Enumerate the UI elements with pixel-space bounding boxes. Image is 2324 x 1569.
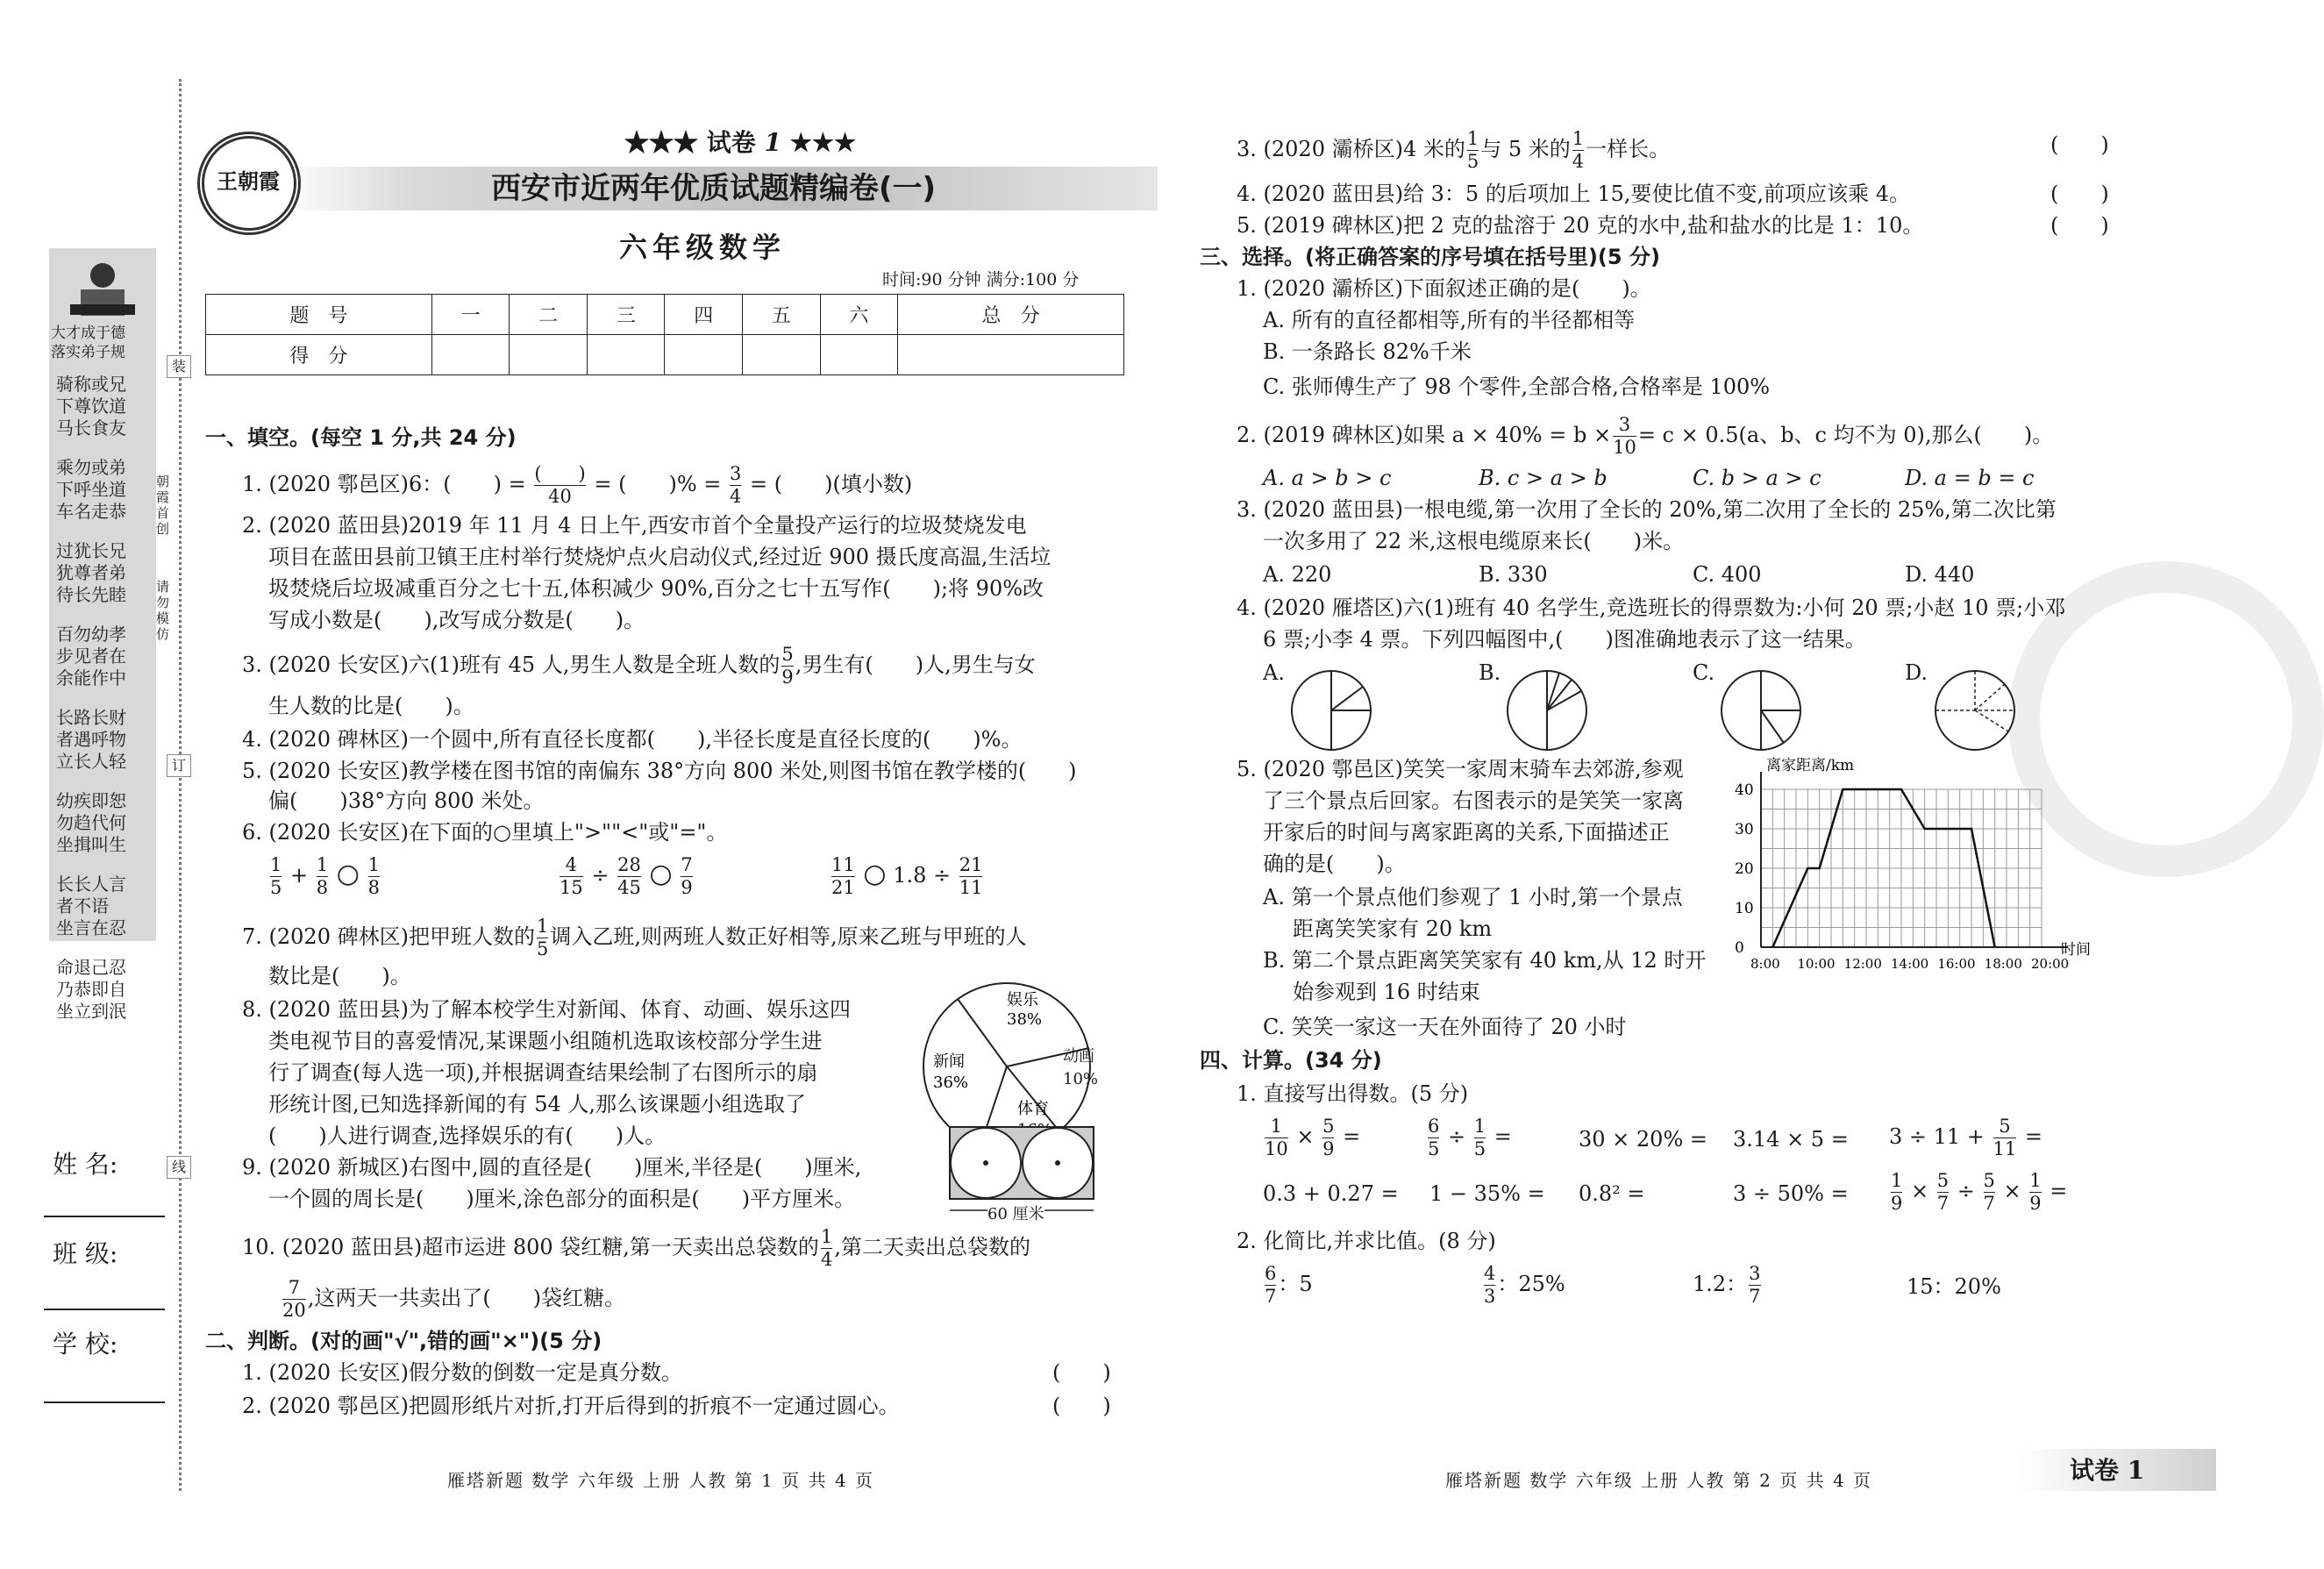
q-text: 3. (2020 灞桥区)4 米的 — [1237, 137, 1465, 161]
question-1-6: 6. (2020 长安区)在下面的○里填上">""<"或"="。 — [242, 820, 728, 845]
q-text: 3. (2020 长安区)六(1)班有 45 人,男生人数是全班人数的 — [242, 653, 781, 677]
judge-5: 5. (2019 碑林区)把 2 克的盐溶于 20 克的水中,盐和盐水的比是 1：10。 — [1237, 213, 1924, 238]
calc-item: 0.8² = — [1579, 1181, 1645, 1206]
question-1-8c: 行了调查(每人选一项),并根据调查结果绘制了右图所示的扇 — [268, 1060, 818, 1085]
score-input[interactable] — [743, 335, 821, 375]
cut-label-binding: 装 — [167, 355, 191, 378]
fraction: $\frac{11}{21}$ — [831, 854, 855, 898]
paper-label-text: 试卷 — [706, 128, 756, 157]
compare-circle-input[interactable]: ○ — [336, 859, 360, 889]
question-1-3a — [242, 645, 1036, 687]
question-1-8a: 8. (2020 蓝田县)为了解本校学生对新闻、体育、动画、娱乐这四 — [242, 997, 851, 1022]
calc-item: 1 − 35% = — [1429, 1181, 1545, 1206]
logo-text: 王朝霞 — [217, 168, 280, 194]
ratio-item — [1482, 1265, 1565, 1306]
pie-value: 36% — [933, 1073, 969, 1092]
q-text: 2. (2019 碑林区)如果 a × 40% = b × — [1237, 423, 1612, 447]
cut-label-line: 线 — [167, 1156, 191, 1179]
q-text: ：25% — [1497, 1272, 1565, 1296]
question-1-2d: 写成小数是( ),改写成分数是( )。 — [268, 608, 645, 632]
pie-label: 新闻 — [933, 1052, 965, 1071]
sidebar-rules — [56, 374, 153, 1023]
compare-row: $\frac{4}{15}$ ÷ $\frac{28}{45}$ ○ $\frac{7}{9}$ — [560, 854, 693, 898]
fraction: $\frac{7}{20}$ — [282, 1277, 306, 1321]
calc-item: 30 × 20% = — [1579, 1127, 1707, 1152]
fraction: $\frac{5}{11}$ — [1993, 1116, 2017, 1159]
ratio-item — [1263, 1265, 1313, 1306]
rule-line: 乘勿或弟 — [56, 457, 126, 478]
q-text: 7. (2020 碑林区)把甲班人数的 — [242, 924, 535, 949]
question-1-3c: 生人数的比是( )。 — [268, 694, 474, 718]
fraction: $\frac{5}{9}$ — [781, 644, 794, 688]
fraction: $\frac{6}{5}$ — [1428, 1116, 1440, 1159]
name-line[interactable] — [44, 1216, 165, 1217]
pie-option-c — [1719, 668, 1803, 752]
fraction: $\frac{21}{11}$ — [959, 854, 983, 898]
choice-1: 1. (2020 灞桥区)下面叙述正确的是( )。 — [1237, 276, 1651, 301]
pie-option-d — [1933, 668, 2017, 752]
pie-value: 38% — [1007, 1010, 1043, 1029]
rule-line: 余能作中 — [56, 667, 126, 688]
q-text: = ( )% = — [594, 472, 728, 496]
page-title: 西安市近两年优质试题精编卷(一) — [491, 171, 937, 206]
choice-5-option-a1[interactable]: A. 第一个景点他们参观了 1 小时,第一个景点 — [1263, 885, 1683, 909]
fraction: $\frac{1}{9}$ — [2029, 1170, 2042, 1214]
name-label: 姓 名: — [53, 1150, 118, 1179]
question-1-7c: 数比是( )。 — [268, 964, 411, 988]
compare-circle-input[interactable]: ○ — [649, 859, 673, 889]
x-tick-label: 12:00 — [1843, 956, 1882, 972]
score-table — [205, 294, 1124, 375]
choice-option[interactable]: D. 440 — [1905, 562, 1975, 587]
choice-option[interactable]: D. a = b = c — [1905, 466, 2035, 490]
cut-note-1: 朝霞首创 — [156, 474, 170, 537]
y-axis-label: 离家距离/km — [1766, 757, 1855, 774]
compare-row: $\frac{1}{5}$ + $\frac{1}{8}$ ○ $\frac{1}{8}$ — [270, 854, 380, 898]
pie-label: 娱乐 — [1007, 991, 1038, 1009]
choice-option[interactable]: C. b > a > c — [1693, 466, 1821, 490]
q-text: 1.2： — [1693, 1272, 1748, 1296]
table-cell: 三 — [587, 295, 665, 335]
paper-label: ★★★ 试卷 1 ★★★ — [624, 128, 857, 157]
rule-line: 过犹长兄 — [56, 540, 126, 561]
y-tick-label: 20 — [1735, 860, 1754, 878]
calc-row-1: 3 ÷ 11 + $\frac{5}{11}$ = — [1889, 1116, 2043, 1159]
fraction: $\frac{1}{9}$ — [1891, 1170, 1903, 1214]
choice-3b: 一次多用了 22 米,这根电缆原来长( )米。 — [1263, 529, 1685, 553]
x-tick-label: 14:00 — [1891, 956, 1929, 972]
rule-line: 者不语 — [56, 895, 109, 916]
fraction: $\frac{5}{7}$ — [1983, 1170, 1995, 1214]
fraction: $\frac{3}{10}$ — [1613, 414, 1636, 458]
fraction: $\frac{7}{9}$ — [681, 854, 693, 898]
score-input[interactable] — [898, 335, 1124, 375]
section-4-title: 四、计算。(34 分) — [1200, 1048, 1382, 1073]
fraction: $\frac{1}{5}$ — [1466, 128, 1479, 172]
fraction: $\frac{1}{5}$ — [1473, 1116, 1486, 1159]
choice-option[interactable]: C. — [1693, 660, 1715, 685]
calc-2-title: 2. 化简比,并求比值。(8 分) — [1237, 1229, 1496, 1253]
rule-line: 幼疾即恕 — [56, 790, 126, 811]
q-text: = ( )(填小数) — [750, 472, 913, 496]
pie-value: 10% — [1063, 1070, 1099, 1088]
choice-option[interactable]: B. 330 — [1479, 562, 1548, 587]
choice-1b: B. 一条路长 82%千米 — [1263, 339, 1472, 364]
choice-3a: 3. (2020 蓝田县)一根电缆,第一次用了全长的 20%,第二次用了全长的 25%,第二次比第 — [1237, 497, 2057, 522]
choice-5b: 了三个景点后回家。右图表示的是笑笑一家离 — [1263, 788, 1684, 813]
fraction: $\frac{1}{10}$ — [1265, 1116, 1288, 1159]
fraction: $\frac{( )}{40}$ — [534, 463, 586, 507]
cut-note-2: 请勿模仿 — [156, 579, 170, 642]
rule-line: 待长先睦 — [56, 584, 126, 605]
x-tick-label: 20:00 — [2031, 956, 2070, 972]
y-tick-label: 30 — [1735, 821, 1754, 838]
question-1-9b: 一个圆的周长是( )厘米,涂色部分的面积是( )平方厘米。 — [268, 1187, 856, 1211]
score-input[interactable] — [820, 335, 898, 375]
x-tick-label: 8:00 — [1750, 956, 1780, 972]
score-input[interactable] — [587, 335, 665, 375]
rule-line: 坐揖叫生 — [56, 834, 126, 855]
judge-4: 4. (2020 蓝田县)给 3：5 的后项加上 15,要使比值不变,前项应该乘 4。 — [1237, 182, 1911, 206]
compare-row: $\frac{11}{21}$ ○ 1.8 ÷ $\frac{21}{11}$ — [831, 854, 983, 898]
calc-row-1: $\frac{6}{5}$ ÷ $\frac{1}{5}$ = — [1428, 1116, 1512, 1159]
table-cell: 六 — [820, 295, 898, 335]
q-text: ,男生有( )人,男生与女 — [795, 653, 1036, 677]
rule-line: 立长人轻 — [56, 751, 126, 772]
y-tick-label: 10 — [1735, 900, 1754, 917]
pie-label: 体育 — [1017, 1100, 1049, 1118]
answer-paren[interactable]: ( ) — [1052, 1360, 1111, 1385]
pie-option-b — [1505, 668, 1589, 752]
footer-left: 雁塔新题 数学 六年级 上册 人教 第 1 页 共 4 页 — [447, 1470, 875, 1491]
fraction: $\frac{28}{45}$ — [617, 854, 641, 898]
calc-item: 3.14 × 5 = — [1733, 1127, 1849, 1152]
x-tick-label: 18:00 — [1984, 956, 2022, 972]
calc-row-2: $\frac{1}{9}$ × $\frac{5}{7}$ ÷ $\frac{5}{7}$ × $\frac{1}{9}$ = — [1891, 1170, 2068, 1214]
answer-paren[interactable]: ( ) — [1052, 1394, 1111, 1418]
score-input[interactable] — [431, 335, 510, 375]
q-text: 1. (2020 鄠邑区)6：( ) = — [242, 472, 533, 496]
table-cell: 四 — [665, 295, 743, 335]
brand-logo — [197, 132, 301, 235]
figure-dimension: 60 厘米 — [987, 1202, 1044, 1228]
choice-4b: 6 票;小李 4 票。下列四幅图中,( )图准确地表示了这一结果。 — [1263, 627, 1866, 652]
q-text: 一样长。 — [1586, 137, 1671, 161]
table-cell: 总 分 — [898, 295, 1124, 335]
x-tick-label: 10:00 — [1797, 956, 1836, 972]
calc-row-1: $\frac{1}{10}$ × $\frac{5}{9}$ = — [1265, 1116, 1361, 1159]
question-1-8e: ( )人进行调查,选择娱乐的有( )人。 — [268, 1123, 667, 1148]
table-cell: 二 — [510, 295, 588, 335]
choice-5c: 开家后的时间与离家距离的关系,下面描述正 — [1263, 820, 1670, 845]
choice-5-option-c[interactable]: C. 笑笑一家这一天在外面待了 20 小时 — [1263, 1015, 1627, 1039]
mascot-icon — [61, 256, 144, 326]
rule-line: 步见者在 — [56, 645, 126, 667]
calc-1-title: 1. 直接写出得数。(5 分) — [1237, 1081, 1469, 1106]
q-text: ：5 — [1278, 1272, 1313, 1296]
choice-5d: 确的是( )。 — [1263, 852, 1406, 876]
choice-option[interactable]: A. 220 — [1263, 562, 1332, 587]
choice-option[interactable]: A. — [1263, 660, 1285, 685]
question-1-9a: 9. (2020 新城区)右图中,圆的直径是( )厘米,半径是( )厘米, — [242, 1155, 862, 1180]
rule-line: 乃恭即自 — [56, 979, 126, 1000]
ratio-item — [1693, 1265, 1763, 1306]
slogan-1: 大才成于德 — [51, 324, 125, 342]
table-cell: 题 号 — [206, 295, 432, 335]
question-1-2b: 项目在蓝田县前卫镇王庄村举行焚烧炉点火启动仪式,经过近 900 摄氏度高温,生活垃 — [268, 545, 1052, 569]
ratio-item: 15：20% — [1907, 1274, 2001, 1299]
fraction: $\frac{5}{9}$ — [1322, 1116, 1335, 1159]
judge-2: 2. (2020 鄠邑区)把圆形纸片对折,打开后得到的折痕不一定通过圆心。 — [242, 1394, 900, 1418]
question-1-5b: 偏( )38°方向 800 米处。 — [268, 788, 545, 813]
class-line[interactable] — [44, 1309, 165, 1310]
rule-line: 骑称或兄 — [56, 374, 126, 395]
rule-line: 长路长财 — [56, 707, 126, 728]
footer-tag: 试卷 1 — [2070, 1456, 2145, 1485]
time-info: 时间:90 分钟 满分:100 分 — [882, 270, 1080, 289]
q-text: = c × 0.5(a、b、c 均不为 0),那么( )。 — [1637, 423, 2054, 447]
cut-label-staple: 订 — [167, 754, 191, 777]
compare-circle-input[interactable]: ○ — [863, 859, 887, 889]
judge-1: 1. (2020 长安区)假分数的倒数一定是真分数。 — [242, 1360, 682, 1385]
question-1-10c — [281, 1279, 625, 1320]
question-1-8d: 形统计图,已知选择新闻的有 54 人,那么该课题小组选取了 — [268, 1092, 807, 1116]
judge-3 — [1237, 130, 1670, 171]
y-tick-label: 40 — [1735, 781, 1754, 799]
table-cell: 得 分 — [206, 335, 432, 375]
choice-1a: A. 所有的直径都相等,所有的半径都相等 — [1263, 308, 1636, 332]
choice-5-option-a2: 距离笑笑家有 20 km — [1293, 916, 1493, 941]
q-text: 10. (2020 蓝田县)超市运进 800 袋红糖,第一天卖出总袋数的 — [242, 1235, 819, 1259]
rule-line: 马长食友 — [56, 417, 126, 439]
fraction: $\frac{1}{4}$ — [820, 1226, 833, 1270]
question-1-7a — [242, 917, 1027, 959]
cut-line — [179, 79, 182, 1491]
fraction: $\frac{4}{15}$ — [560, 854, 583, 898]
question-1-2c: 圾焚烧后垃圾减重百分之七十五,体积减少 90%,百分之七十五写作( );将 90%改 — [268, 576, 1044, 601]
choice-option[interactable]: C. 400 — [1693, 562, 1762, 587]
choice-option[interactable]: B. — [1479, 660, 1501, 685]
rule-line: 下尊饮道 — [56, 396, 126, 417]
score-input[interactable] — [665, 335, 743, 375]
q-text: 调入乙班,则两班人数正好相等,原来乙班与甲班的人 — [550, 924, 1027, 949]
q-text: 与 5 米的 — [1480, 137, 1571, 161]
section-1-title: 一、填空。(每空 1 分,共 24 分) — [205, 425, 517, 450]
paper-number: 1 — [764, 128, 781, 157]
school-label: 学 校: — [53, 1330, 118, 1359]
fraction: $\frac{5}{7}$ — [1936, 1170, 1950, 1214]
rule-line: 命退己忍 — [56, 957, 126, 978]
q-text: ,第二天卖出总袋数的 — [834, 1235, 1030, 1259]
pie-option-a — [1289, 668, 1373, 752]
fraction: $\frac{1}{5}$ — [536, 916, 549, 959]
rule-line: 犹尊者弟 — [56, 562, 126, 583]
score-value-row — [206, 335, 1124, 375]
calc-item: 3 ÷ 50% = — [1733, 1181, 1849, 1206]
score-input[interactable] — [510, 335, 588, 375]
rule-line: 长长人言 — [56, 874, 126, 895]
calc-item: 0.3 + 0.27 = — [1263, 1181, 1399, 1206]
choice-5-option-b1[interactable]: B. 第二个景点距离笑笑家有 40 km,从 12 时开 — [1263, 948, 1707, 973]
choice-4a: 4. (2020 雁塔区)六(1)班有 40 名学生,竞选班长的得票数为:小何 20 票;小赵 10 票;小邓 — [1237, 596, 2066, 620]
question-1-10a — [242, 1228, 1030, 1269]
fraction: $\frac{1}{5}$ — [270, 854, 282, 898]
pie-label: 动画 — [1063, 1047, 1094, 1066]
y-tick-label: 0 — [1735, 939, 1744, 957]
score-header-row — [206, 295, 1124, 335]
rule-line: 者遇呼物 — [56, 729, 126, 750]
question-1-5a: 5. (2020 长安区)教学楼在图书馆的南偏东 38°方向 800 米处,则图书馆在教学楼的( ) — [242, 759, 1077, 783]
school-line[interactable] — [44, 1401, 165, 1403]
choice-option[interactable]: D. — [1905, 660, 1928, 685]
class-label: 班 级: — [53, 1239, 118, 1268]
rule-line: 勿趋代何 — [56, 812, 126, 833]
fraction: $\frac{6}{7}$ — [1265, 1263, 1277, 1307]
answer-paren[interactable]: ( ) — [2050, 132, 2109, 157]
rule-line: 车名走恭 — [56, 501, 126, 522]
frac-denominator: 40 — [548, 486, 572, 507]
choice-5-option-b2: 始参观到 16 时结束 — [1293, 980, 1480, 1004]
rule-line: 坐立到泯 — [56, 1001, 126, 1022]
question-1-1 — [242, 465, 912, 506]
question-1-4: 4. (2020 碑林区)一个圆中,所有直径长度都( ),半径长度是直径长度的( )%。 — [242, 727, 1023, 752]
choice-1c: C. 张师傅生产了 98 个零件,全部合格,合格率是 100% — [1263, 374, 1771, 399]
fraction: $\frac{1}{8}$ — [316, 854, 329, 898]
fraction: $\frac{3}{4}$ — [730, 463, 742, 507]
table-cell: 一 — [431, 295, 510, 335]
fraction: $\frac{1}{8}$ — [367, 854, 380, 898]
choice-5a: 5. (2020 鄠邑区)笑笑一家周末骑车去郊游,参观 — [1237, 757, 1684, 781]
slogan-2: 落实弟子规 — [51, 344, 125, 361]
rule-line: 下呼坐道 — [56, 479, 126, 500]
answer-paren[interactable]: ( ) — [2050, 182, 2109, 206]
fraction: $\frac{1}{4}$ — [1572, 128, 1585, 172]
table-cell: 五 — [743, 295, 821, 335]
fraction: $\frac{4}{3}$ — [1484, 1263, 1496, 1307]
question-1-2a: 2. (2020 蓝田县)2019 年 11 月 4 日上午,西安市首个全量投产运行的垃圾焚烧发电 — [242, 513, 1027, 538]
section-2-title: 二、判断。(对的画"√",错的画"×")(5 分) — [205, 1329, 602, 1353]
question-1-8b: 类电视节目的喜爱情况,某课题小组随机选取该校部分学生进 — [268, 1029, 823, 1053]
rule-line: 百勿幼孝 — [56, 624, 126, 645]
rule-line: 坐言在忍 — [56, 917, 126, 938]
choice-2 — [1237, 416, 2053, 457]
distance-time-chart — [1719, 756, 2091, 984]
section-3-title: 三、选择。(将正确答案的序号填在括号里)(5 分) — [1200, 245, 1660, 269]
x-tick-label: 16:00 — [1937, 956, 1976, 972]
answer-paren[interactable]: ( ) — [2050, 213, 2109, 238]
subject-title: 六年级数学 — [619, 231, 787, 264]
fraction: $\frac{3}{7}$ — [1749, 1263, 1761, 1307]
choice-option[interactable]: B. c > a > b — [1479, 466, 1608, 490]
choice-option[interactable]: A. a > b > c — [1263, 466, 1392, 490]
footer-right: 雁塔新题 数学 六年级 上册 人教 第 2 页 共 4 页 — [1445, 1470, 1873, 1491]
q-text: ,这两天一共卖出了( )袋红糖。 — [307, 1286, 626, 1310]
x-axis-label: 时间 — [2061, 941, 2091, 959]
